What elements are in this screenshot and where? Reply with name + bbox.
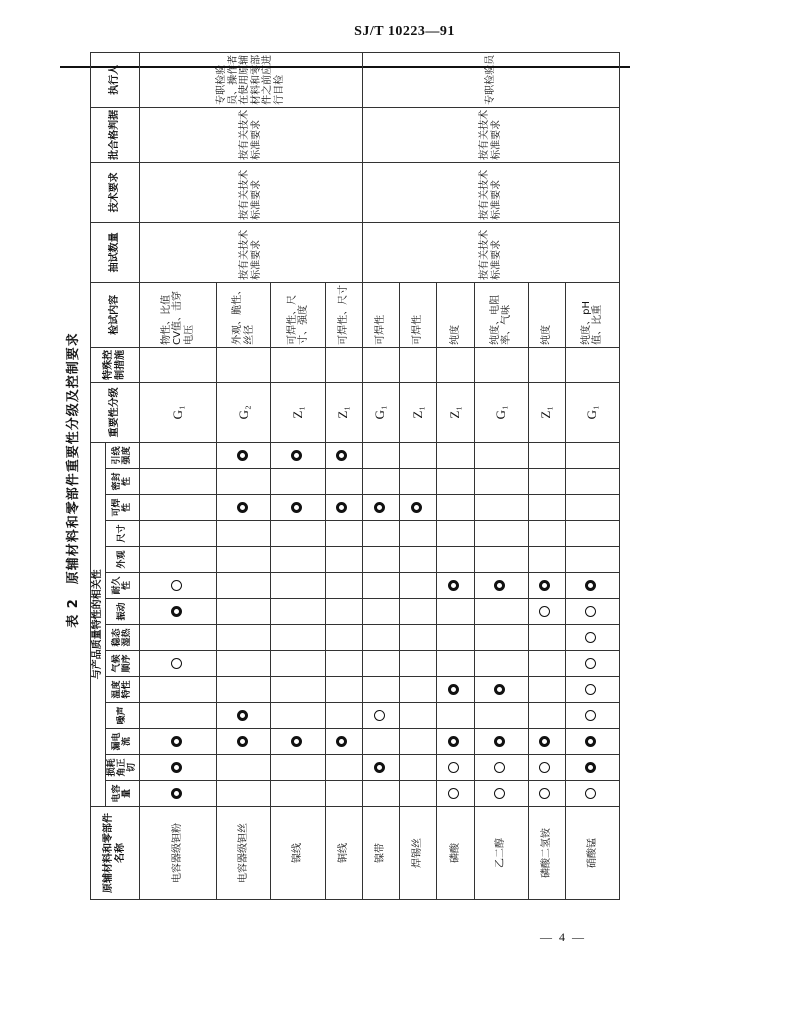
strong-relevance-mark <box>171 762 182 773</box>
property-header: 外观 <box>105 547 139 573</box>
document-number: SJ/T 10223—91 <box>354 24 455 39</box>
relevance-cell <box>139 495 217 521</box>
relevance-cell <box>271 599 325 625</box>
relevance-cell <box>474 781 528 807</box>
relevance-cell <box>217 547 271 573</box>
weak-relevance-mark <box>585 606 596 617</box>
weak-relevance-mark <box>585 632 596 643</box>
weak-relevance-mark <box>585 788 596 799</box>
weak-relevance-mark <box>448 762 459 773</box>
weak-relevance-mark <box>539 762 550 773</box>
relevance-cell <box>271 703 325 729</box>
relevance-cell <box>437 755 474 781</box>
relevance-cell <box>565 781 619 807</box>
grade-cell: G₁ <box>565 382 619 442</box>
strong-relevance-mark <box>291 502 302 513</box>
merged-qty-cell: 按有关技术标准要求 <box>362 222 619 282</box>
relevance-cell <box>565 573 619 599</box>
control-requirements-table <box>90 52 620 900</box>
relevance-cell <box>271 677 325 703</box>
property-header: 损耗角正切 <box>105 755 139 781</box>
strong-relevance-mark <box>237 450 248 461</box>
inspection-content-cell: 可焊性 <box>400 282 437 347</box>
relevance-cell <box>437 573 474 599</box>
grade-cell: G₁ <box>362 382 399 442</box>
relevance-cell <box>528 651 565 677</box>
relevance-cell <box>325 599 362 625</box>
relevance-cell <box>325 677 362 703</box>
property-header: 引线强度 <box>105 442 139 468</box>
relevance-cell <box>139 703 217 729</box>
property-header: 气候顺序 <box>105 651 139 677</box>
strong-relevance-mark <box>494 684 505 695</box>
strong-relevance-mark <box>237 710 248 721</box>
inspection-content-cell: 纯度 <box>528 282 565 347</box>
relevance-cell <box>437 703 474 729</box>
relevance-cell <box>437 729 474 755</box>
relevance-cell <box>474 442 528 468</box>
relevance-cell <box>217 677 271 703</box>
relevance-cell <box>474 755 528 781</box>
relevance-cell <box>474 495 528 521</box>
relevance-cell <box>474 521 528 547</box>
col-qty-header: 抽试数量 <box>91 222 140 282</box>
relevance-cell <box>362 729 399 755</box>
relevance-cell <box>400 573 437 599</box>
weak-relevance-mark <box>539 788 550 799</box>
relevance-cell <box>271 781 325 807</box>
table-row <box>139 52 217 899</box>
material-name: 磷酸二氢铵 <box>528 807 565 900</box>
inspection-content-cell: 可焊性 <box>362 282 399 347</box>
strong-relevance-mark <box>539 580 550 591</box>
relevance-cell <box>139 547 217 573</box>
property-header: 密封性 <box>105 469 139 495</box>
relevance-cell <box>437 651 474 677</box>
inspection-content-cell: 纯度、电阻率、气味 <box>474 282 528 347</box>
strong-relevance-mark <box>411 502 422 513</box>
relevance-cell <box>139 469 217 495</box>
grade-cell: Z₁ <box>325 382 362 442</box>
rotated-table-block <box>66 54 620 900</box>
special-control-cell <box>362 347 399 382</box>
relevance-cell <box>217 651 271 677</box>
strong-relevance-mark <box>171 606 182 617</box>
relevance-cell <box>362 781 399 807</box>
relevance-cell <box>474 651 528 677</box>
inspection-content-cell: 可焊性、尺寸 <box>325 282 362 347</box>
material-name: 铜线 <box>325 807 362 900</box>
relevance-cell <box>271 495 325 521</box>
relevance-cell <box>217 703 271 729</box>
relevance-cell <box>474 677 528 703</box>
strong-relevance-mark <box>171 736 182 747</box>
relevance-cell <box>437 521 474 547</box>
relevance-cell <box>528 625 565 651</box>
relevance-cell <box>271 521 325 547</box>
weak-relevance-mark <box>494 788 505 799</box>
executor-cell: 专职检验员、操作者在使用原辅材料和零部件之前应进行目检 <box>139 52 362 107</box>
relevance-cell <box>528 469 565 495</box>
property-header: 耐久性 <box>105 573 139 599</box>
merged-tech-cell: 按有关技术标准要求 <box>139 162 362 222</box>
relevance-cell <box>217 755 271 781</box>
relevance-cell <box>437 469 474 495</box>
relevance-cell <box>474 573 528 599</box>
property-header: 噪声 <box>105 703 139 729</box>
relevance-cell <box>437 495 474 521</box>
relevance-cell <box>400 651 437 677</box>
strong-relevance-mark <box>585 736 596 747</box>
property-header: 可焊性 <box>105 495 139 521</box>
col-content-header: 检试内容 <box>91 282 140 347</box>
relevance-cell <box>325 651 362 677</box>
property-header: 振动 <box>105 599 139 625</box>
strong-relevance-mark <box>448 684 459 695</box>
property-header: 电容量 <box>105 781 139 807</box>
relevance-cell <box>565 729 619 755</box>
strong-relevance-mark <box>448 580 459 591</box>
relevance-cell <box>139 755 217 781</box>
relevance-cell <box>362 599 399 625</box>
strong-relevance-mark <box>374 502 385 513</box>
material-name: 镍线 <box>271 807 325 900</box>
weak-relevance-mark <box>448 788 459 799</box>
merged-judge-cell: 按有关技术标准要求 <box>362 107 619 162</box>
relevance-cell <box>528 573 565 599</box>
relevance-cell <box>217 729 271 755</box>
special-control-cell <box>217 347 271 382</box>
relevance-cell <box>400 599 437 625</box>
relevance-cell <box>400 469 437 495</box>
relevance-cell <box>437 625 474 651</box>
material-name: 电容器级钽丝 <box>217 807 271 900</box>
strong-relevance-mark <box>291 736 302 747</box>
grade-cell: Z₁ <box>271 382 325 442</box>
strong-relevance-mark <box>237 502 248 513</box>
relevance-cell <box>528 703 565 729</box>
inspection-content-cell: 外观、脆性、丝径 <box>217 282 271 347</box>
relevance-cell <box>139 677 217 703</box>
relevance-cell <box>362 677 399 703</box>
special-control-cell <box>565 347 619 382</box>
relevance-cell <box>565 625 619 651</box>
material-name: 硝酸锰 <box>565 807 619 900</box>
relevance-cell <box>139 599 217 625</box>
relevance-cell <box>400 755 437 781</box>
strong-relevance-mark <box>336 450 347 461</box>
relevance-cell <box>325 729 362 755</box>
weak-relevance-mark <box>585 684 596 695</box>
relevance-cell <box>139 573 217 599</box>
relevance-cell <box>139 781 217 807</box>
inspection-content-cell: 纯度、pH值、比重 <box>565 282 619 347</box>
col-special-header: 特殊控制措施 <box>91 347 140 382</box>
table-header-row-1 <box>91 52 106 899</box>
relevance-cell <box>217 573 271 599</box>
merged-tech-cell: 按有关技术标准要求 <box>362 162 619 222</box>
strong-relevance-mark <box>374 762 385 773</box>
relevance-cell <box>362 547 399 573</box>
relevance-cell <box>325 442 362 468</box>
relevance-cell <box>474 547 528 573</box>
relevance-cell <box>400 625 437 651</box>
relevance-cell <box>528 729 565 755</box>
relevance-cell <box>217 625 271 651</box>
col-grade-header: 重要性分级 <box>91 382 140 442</box>
relevance-cell <box>400 547 437 573</box>
relevance-cell <box>217 495 271 521</box>
relevance-cell <box>217 599 271 625</box>
relevance-cell <box>528 521 565 547</box>
relevance-cell <box>437 442 474 468</box>
inspection-content-cell: 纯度 <box>437 282 474 347</box>
relevance-cell <box>139 651 217 677</box>
relevance-cell <box>362 573 399 599</box>
strong-relevance-mark <box>291 450 302 461</box>
col-material-header: 原辅材料和零部件名称 <box>91 807 140 900</box>
relevance-cell <box>565 755 619 781</box>
relevance-cell <box>400 442 437 468</box>
relevance-cell <box>325 573 362 599</box>
special-control-cell <box>474 347 528 382</box>
relevance-cell <box>565 469 619 495</box>
relevance-cell <box>271 625 325 651</box>
merged-judge-cell: 按有关技术标准要求 <box>139 107 362 162</box>
relevance-cell <box>474 469 528 495</box>
relevance-cell <box>217 442 271 468</box>
relevance-cell <box>528 442 565 468</box>
strong-relevance-mark <box>585 580 596 591</box>
relevance-cell <box>271 755 325 781</box>
inspection-content-cell: 物性、比值CV值、击穿电压 <box>139 282 217 347</box>
relevance-cell <box>139 625 217 651</box>
property-header: 漏电流 <box>105 729 139 755</box>
relevance-cell <box>271 442 325 468</box>
relevance-cell <box>400 703 437 729</box>
relevance-cell <box>437 677 474 703</box>
strong-relevance-mark <box>237 736 248 747</box>
special-control-cell <box>325 347 362 382</box>
relevance-cell <box>474 599 528 625</box>
relevance-cell <box>217 781 271 807</box>
relevance-cell <box>474 703 528 729</box>
strong-relevance-mark <box>494 580 505 591</box>
relevance-cell <box>217 469 271 495</box>
grade-cell: Z₁ <box>528 382 565 442</box>
relevance-cell <box>400 495 437 521</box>
relevance-cell <box>437 781 474 807</box>
relevance-cell <box>325 703 362 729</box>
relevance-cell <box>271 573 325 599</box>
relevance-cell <box>325 781 362 807</box>
relevance-cell <box>437 599 474 625</box>
relevance-cell <box>528 547 565 573</box>
material-name: 乙二醇 <box>474 807 528 900</box>
material-name: 镍带 <box>362 807 399 900</box>
relevance-cell <box>400 521 437 547</box>
strong-relevance-mark <box>448 736 459 747</box>
relevance-cell <box>437 547 474 573</box>
relevance-cell <box>362 495 399 521</box>
relevance-cell <box>325 625 362 651</box>
relevance-cell <box>565 677 619 703</box>
special-control-cell <box>139 347 217 382</box>
relevance-cell <box>325 755 362 781</box>
relevance-cell <box>362 755 399 781</box>
relevance-cell <box>528 599 565 625</box>
relevance-cell <box>528 677 565 703</box>
strong-relevance-mark <box>171 788 182 799</box>
weak-relevance-mark <box>585 710 596 721</box>
merged-qty-cell: 按有关技术标准要求 <box>139 222 362 282</box>
material-name: 磷酸 <box>437 807 474 900</box>
relevance-cell <box>474 625 528 651</box>
relevance-cell <box>565 599 619 625</box>
material-name: 电容器级钽粉 <box>139 807 217 900</box>
relevance-cell <box>362 469 399 495</box>
page-number: — 4 — <box>540 930 586 944</box>
relevance-cell <box>139 729 217 755</box>
relevance-cell <box>139 521 217 547</box>
special-control-cell <box>271 347 325 382</box>
table-row <box>362 52 399 899</box>
relevance-cell <box>362 703 399 729</box>
relevance-cell <box>217 521 271 547</box>
special-control-cell <box>528 347 565 382</box>
special-control-cell <box>437 347 474 382</box>
relevance-cell <box>528 495 565 521</box>
relevance-cell <box>565 651 619 677</box>
weak-relevance-mark <box>171 580 182 591</box>
grade-cell: G₂ <box>217 382 271 442</box>
property-header: 尺寸 <box>105 521 139 547</box>
relevance-cell <box>400 677 437 703</box>
col-exec-header: 执行人 <box>91 52 140 107</box>
relevance-cell <box>325 495 362 521</box>
relevance-cell <box>565 442 619 468</box>
table-body <box>139 52 619 899</box>
grade-cell: G₁ <box>474 382 528 442</box>
relevance-cell <box>565 495 619 521</box>
table-caption: 表 2 原辅材料和零部件重要性分级及控制要求 <box>66 332 81 628</box>
property-header: 稳态湿热 <box>105 625 139 651</box>
executor-cell: 专职检验员 <box>362 52 619 107</box>
strong-relevance-mark <box>494 736 505 747</box>
relevance-cell <box>271 729 325 755</box>
relevance-cell <box>362 625 399 651</box>
relevance-cell <box>528 781 565 807</box>
relevance-cell <box>400 729 437 755</box>
relevance-cell <box>362 442 399 468</box>
relevance-cell <box>271 651 325 677</box>
strong-relevance-mark <box>585 762 596 773</box>
relevance-group-header: 与产品质量特性的相关性 <box>91 442 106 806</box>
col-judge-header: 批合格判据 <box>91 107 140 162</box>
special-control-cell <box>400 347 437 382</box>
weak-relevance-mark <box>374 710 385 721</box>
relevance-cell <box>565 521 619 547</box>
relevance-cell <box>325 547 362 573</box>
relevance-cell <box>271 469 325 495</box>
material-name: 焊锡丝 <box>400 807 437 900</box>
weak-relevance-mark <box>585 658 596 669</box>
strong-relevance-mark <box>336 502 347 513</box>
relevance-cell <box>362 651 399 677</box>
weak-relevance-mark <box>539 606 550 617</box>
property-header: 温度特性 <box>105 677 139 703</box>
relevance-cell <box>528 755 565 781</box>
grade-cell: G₁ <box>139 382 217 442</box>
relevance-cell <box>325 521 362 547</box>
inspection-content-cell: 可焊性、尺寸、强度 <box>271 282 325 347</box>
relevance-cell <box>565 703 619 729</box>
grade-cell: Z₁ <box>400 382 437 442</box>
relevance-cell <box>565 547 619 573</box>
relevance-cell <box>139 442 217 468</box>
relevance-cell <box>474 729 528 755</box>
relevance-cell <box>400 781 437 807</box>
strong-relevance-mark <box>336 736 347 747</box>
weak-relevance-mark <box>494 762 505 773</box>
col-tech-header: 技术要求 <box>91 162 140 222</box>
relevance-cell <box>362 521 399 547</box>
relevance-cell <box>271 547 325 573</box>
relevance-cell <box>325 469 362 495</box>
strong-relevance-mark <box>539 736 550 747</box>
weak-relevance-mark <box>171 658 182 669</box>
grade-cell: Z₁ <box>437 382 474 442</box>
